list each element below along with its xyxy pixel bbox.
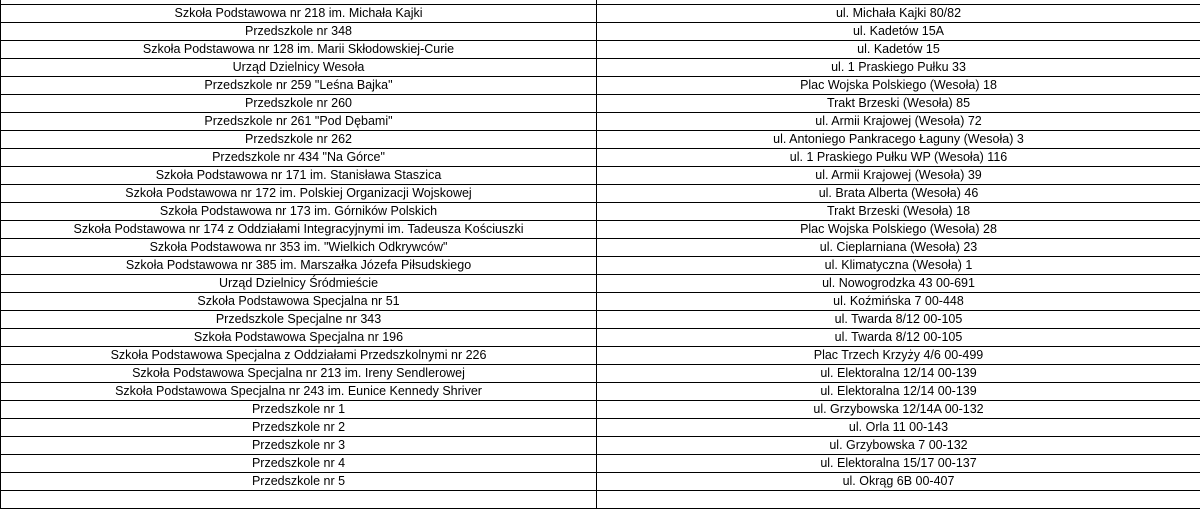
institution-name-cell[interactable]: Przedszkole nr 1 (1, 401, 597, 419)
institution-name-cell[interactable]: Szkoła Podstawowa Specjalna nr 213 im. Ireny Sendlerowej (1, 365, 597, 383)
address-cell[interactable]: Trakt Brzeski (Wesoła) 18 (597, 203, 1200, 221)
institution-name-cell[interactable]: Szkoła Podstawowa nr 173 im. Górników Polskich (1, 203, 597, 221)
address-cell[interactable]: ul. Elektoralna 12/14 00-139 (597, 365, 1200, 383)
table-row (1, 77, 1200, 95)
institution-name-cell[interactable]: Szkoła Podstawowa nr 128 im. Marii Skłodowskiej-Curie (1, 41, 597, 59)
address-cell[interactable]: ul. Antoniego Pankracego Łaguny (Wesoła) 3 (597, 131, 1200, 149)
table-row (1, 221, 1200, 239)
table-row (1, 491, 1200, 509)
address-cell[interactable]: Plac Wojska Polskiego (Wesoła) 18 (597, 77, 1200, 95)
address-cell[interactable]: ul. Kadetów 15A (597, 23, 1200, 41)
institution-name-cell[interactable]: Przedszkole nr 3 (1, 437, 597, 455)
institution-name-cell[interactable]: Szkoła Podstawowa Specjalna z Oddziałami Przedszkolnymi nr 226 (1, 347, 597, 365)
institution-name-cell[interactable]: Szkoła Podstawowa Specjalna nr 243 im. Eunice Kennedy Shriver (1, 383, 597, 401)
address-cell[interactable]: Trakt Brzeski (Wesoła) 85 (597, 95, 1200, 113)
address-cell[interactable]: Plac Wojska Polskiego (Wesoła) 28 (597, 221, 1200, 239)
institution-name-cell[interactable]: Przedszkole Specjalne nr 343 (1, 311, 597, 329)
address-cell[interactable]: ul. Kadetów 15 (597, 41, 1200, 59)
institution-name-cell[interactable]: Przedszkole nr 260 (1, 95, 597, 113)
institution-name-cell[interactable]: Urząd Dzielnicy Wesoła (1, 59, 597, 77)
table-row (1, 455, 1200, 473)
address-cell[interactable]: ul. Grzybowska 7 00-132 (597, 437, 1200, 455)
address-cell[interactable]: ul. Klimatyczna (Wesoła) 1 (597, 257, 1200, 275)
table-row (1, 203, 1200, 221)
institution-name-cell[interactable]: Szkoła Podstawowa nr 171 im. Stanisława Staszica (1, 167, 597, 185)
institution-name-cell[interactable]: Przedszkole nr 5 (1, 473, 597, 491)
table-row (1, 167, 1200, 185)
address-cell[interactable]: ul. Twarda 8/12 00-105 (597, 329, 1200, 347)
table-row (1, 473, 1200, 491)
table-row (1, 95, 1200, 113)
address-cell[interactable]: ul. Nowogrodzka 43 00-691 (597, 275, 1200, 293)
address-cell[interactable]: ul. Grzybowska 12/14A 00-132 (597, 401, 1200, 419)
table-row (1, 113, 1200, 131)
address-cell[interactable]: ul. Orla 11 00-143 (597, 419, 1200, 437)
address-cell[interactable]: ul. Elektoralna 15/17 00-137 (597, 455, 1200, 473)
institution-name-cell[interactable]: Szkoła Podstawowa Specjalna nr 196 (1, 329, 597, 347)
institution-name-cell[interactable]: Urząd Dzielnicy Śródmieście (1, 275, 597, 293)
table-row (1, 41, 1200, 59)
table-row (1, 185, 1200, 203)
address-cell[interactable]: ul. Michała Kajki 80/82 (597, 5, 1200, 23)
institution-name-cell[interactable] (1, 491, 597, 509)
table-row (1, 275, 1200, 293)
table-row (1, 149, 1200, 167)
table-row (1, 365, 1200, 383)
institution-name-cell[interactable]: Szkoła Podstawowa nr 174 z Oddziałami Integracyjnymi im. Tadeusza Kościuszki (1, 221, 597, 239)
institution-name-cell[interactable]: Szkoła Podstawowa nr 385 im. Marszałka Józefa Piłsudskiego (1, 257, 597, 275)
address-cell[interactable]: ul. Koźmińska 7 00-448 (597, 293, 1200, 311)
address-cell[interactable]: ul. Cieplarniana (Wesoła) 23 (597, 239, 1200, 257)
address-cell[interactable]: ul. Armii Krajowej (Wesoła) 39 (597, 167, 1200, 185)
institution-name-cell[interactable]: Przedszkole nr 4 (1, 455, 597, 473)
address-cell[interactable]: ul. Twarda 8/12 00-105 (597, 311, 1200, 329)
table-row (1, 329, 1200, 347)
address-cell[interactable]: ul. Elektoralna 12/14 00-139 (597, 383, 1200, 401)
table-row (1, 131, 1200, 149)
address-cell[interactable]: Plac Trzech Krzyży 4/6 00-499 (597, 347, 1200, 365)
institution-name-cell[interactable]: Przedszkole nr 434 "Na Górce" (1, 149, 597, 167)
institution-name-cell[interactable]: Szkoła Podstawowa nr 218 im. Michała Kajki (1, 5, 597, 23)
table-row (1, 419, 1200, 437)
address-cell[interactable] (597, 491, 1200, 509)
table-row (1, 59, 1200, 77)
address-cell[interactable]: ul. 1 Praskiego Pułku 33 (597, 59, 1200, 77)
table-row (1, 437, 1200, 455)
institution-name-cell[interactable]: Przedszkole nr 262 (1, 131, 597, 149)
table-row (1, 5, 1200, 23)
institution-name-cell[interactable]: Przedszkole nr 261 "Pod Dębami" (1, 113, 597, 131)
institution-name-cell[interactable]: Szkoła Podstawowa Specjalna nr 51 (1, 293, 597, 311)
address-cell[interactable]: ul. 1 Praskiego Pułku WP (Wesoła) 116 (597, 149, 1200, 167)
table-row (1, 311, 1200, 329)
table-row (1, 383, 1200, 401)
institution-name-cell[interactable]: Przedszkole nr 348 (1, 23, 597, 41)
table-body (1, 0, 1200, 509)
institution-name-cell[interactable]: Przedszkole nr 259 "Leśna Bajka" (1, 77, 597, 95)
address-cell[interactable]: ul. Okrąg 6B 00-407 (597, 473, 1200, 491)
table-row (1, 239, 1200, 257)
institution-name-cell[interactable]: Szkoła Podstawowa nr 172 im. Polskiej Organizacji Wojskowej (1, 185, 597, 203)
institution-name-cell[interactable]: Szkoła Podstawowa nr 353 im. "Wielkich Odkrywców" (1, 239, 597, 257)
address-cell[interactable]: ul. Brata Alberta (Wesoła) 46 (597, 185, 1200, 203)
institution-name-cell[interactable]: Przedszkole nr 2 (1, 419, 597, 437)
table-row (1, 257, 1200, 275)
table-row (1, 401, 1200, 419)
address-cell[interactable]: ul. Armii Krajowej (Wesoła) 72 (597, 113, 1200, 131)
table-row (1, 23, 1200, 41)
table-row (1, 347, 1200, 365)
table-row (1, 293, 1200, 311)
